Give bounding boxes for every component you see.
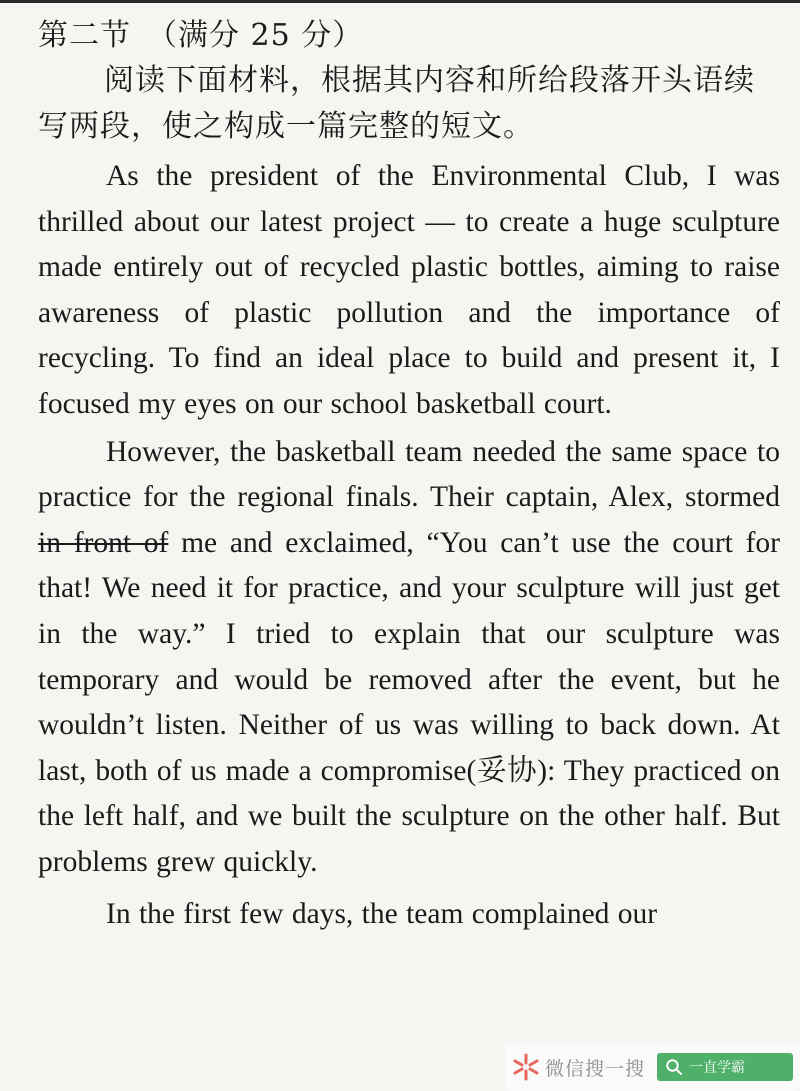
section-heading: 第二节 （满分 25 分）	[38, 18, 364, 53]
top-rule	[0, 0, 800, 3]
watermark-search-box	[657, 1053, 793, 1081]
watermark-search-text: 一直学霸	[689, 1060, 746, 1076]
watermark-label: 微信搜一搜	[545, 1057, 646, 1080]
wechat-search-watermark	[505, 1043, 800, 1091]
paragraph-2-part-1: However, the basketball team needed the same space to practice for the regional finals. Their captain, Alex, stormed	[38, 435, 780, 514]
struck-text: in front of	[38, 526, 169, 559]
paragraph-1: As the president of the Environmental Club, I was thrilled about our latest project — to create a huge sculpture made entirely out of recycled plastic bottles, aiming to raise awareness of plastic pollution and the importance of recycling. To find an ideal place to build and present it, I focused my eyes on our school basketball court.	[38, 160, 780, 420]
search-icon	[665, 1058, 683, 1076]
wechat-search-logo-icon	[511, 1052, 541, 1082]
paragraph-2	[38, 430, 780, 886]
paragraph-3: In the first few days, the team complained our	[106, 897, 658, 930]
instruction-text: 阅读下面材料，根据其内容和所给段落开头语续写两段，使之构成一篇完整的短文。	[38, 63, 755, 144]
paragraph-2-part-2: me and exclaimed, “You can’t use the court for that! We need it for practice, and your sculpture will just get in the way.” I tried to explain that our sculpture was temporary and would be removed after the event, but he wouldn’t listen. Neither of us was willing to back down. At last, both of us made a compromise(妥协): They practiced on the left half, and we built the sculpture on the other half. But problems grew quickly.	[38, 526, 780, 878]
document-page	[38, 14, 780, 937]
